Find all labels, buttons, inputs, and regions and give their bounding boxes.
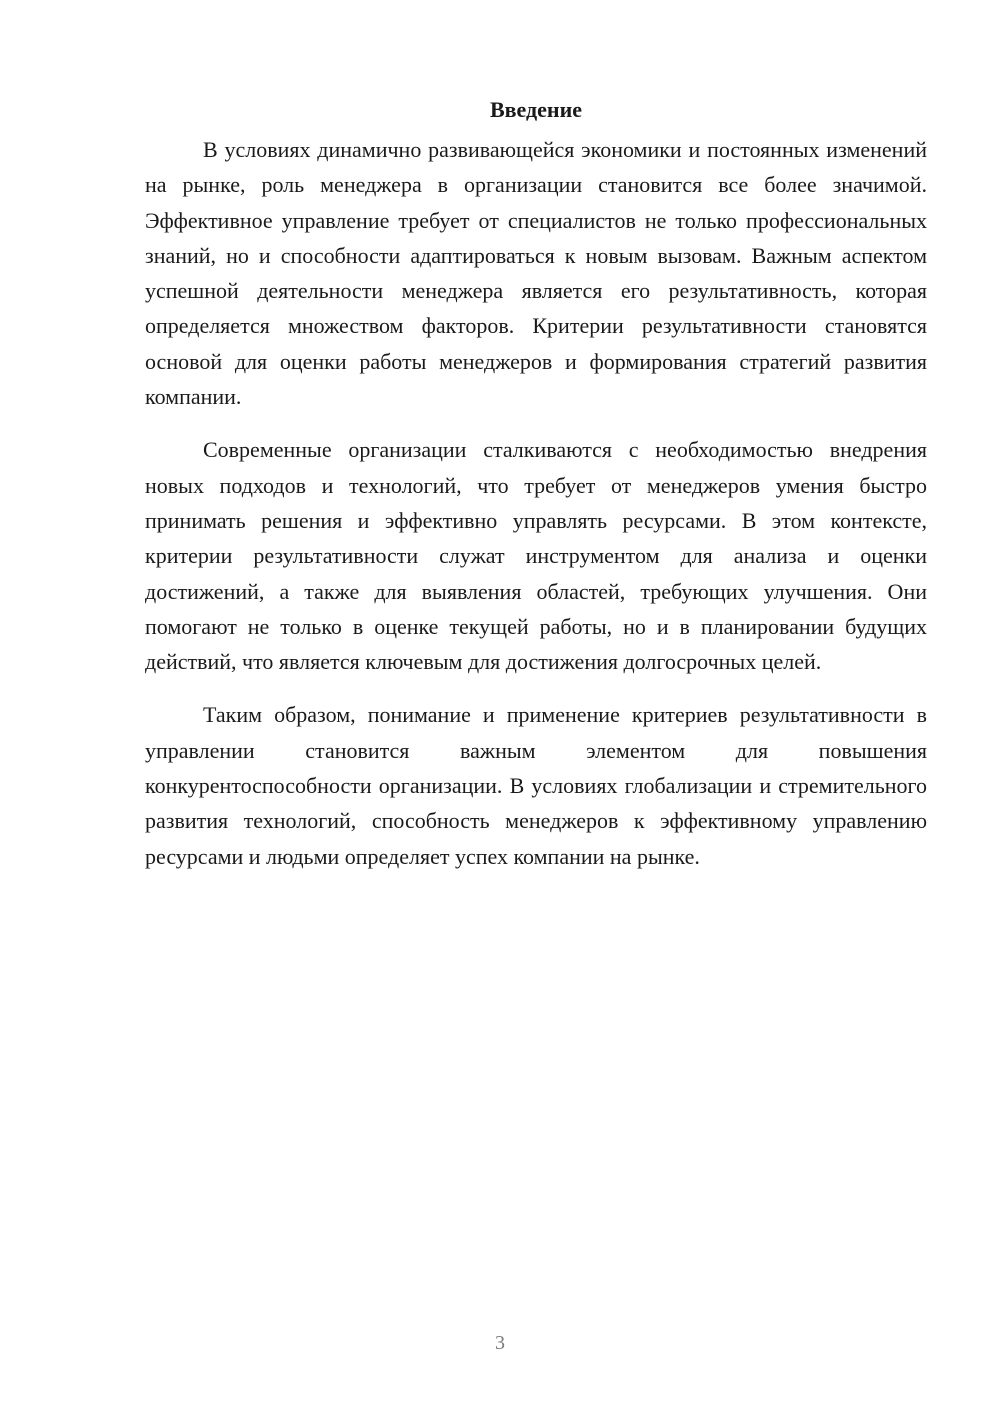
section-heading: Введение (489, 97, 583, 122)
paragraph-2: Современные организации сталкиваются с необходимостью внедрения новых подходов и технологий, что требует от менеджеров умения быстро принимать решения и эффективно управлять ресурсами. В этом контексте, критерии результативности служат инструментом для анализа и оценки достижений, а также для выявления областей, требующих улучшения. Они помогают не только в оценке текущей работы, но и в планировании будущих действий, что является ключевым для достижения долгосрочных целей. (145, 437, 927, 675)
paragraph-1: В условиях динамично развивающейся экономики и постоянных изменений на рынке, роль менеджера в организации становится все более значимой. Эффективное управление требует от специалистов не только профессиональных знаний, но и способности адаптироваться к новым вызовам. Важным аспектом успешной деятельности менеджера является его результативность, которая определяется множеством факторов. Критерии результативности становятся основой для оценки работы менеджеров и формирования стратегий развития компании. (145, 137, 927, 410)
paragraph-3: Таким образом, понимание и применение критериев результативности в управлении становится важным элементом для повышения конкурентоспособности организации. В условиях глобализации и стремительного развития технологий, способность менеджеров к эффективному управлению ресурсами и людьми определяет успех компании на рынке. (145, 702, 927, 869)
page-number: 3 (495, 1332, 505, 1354)
page-content (145, 92, 927, 892)
